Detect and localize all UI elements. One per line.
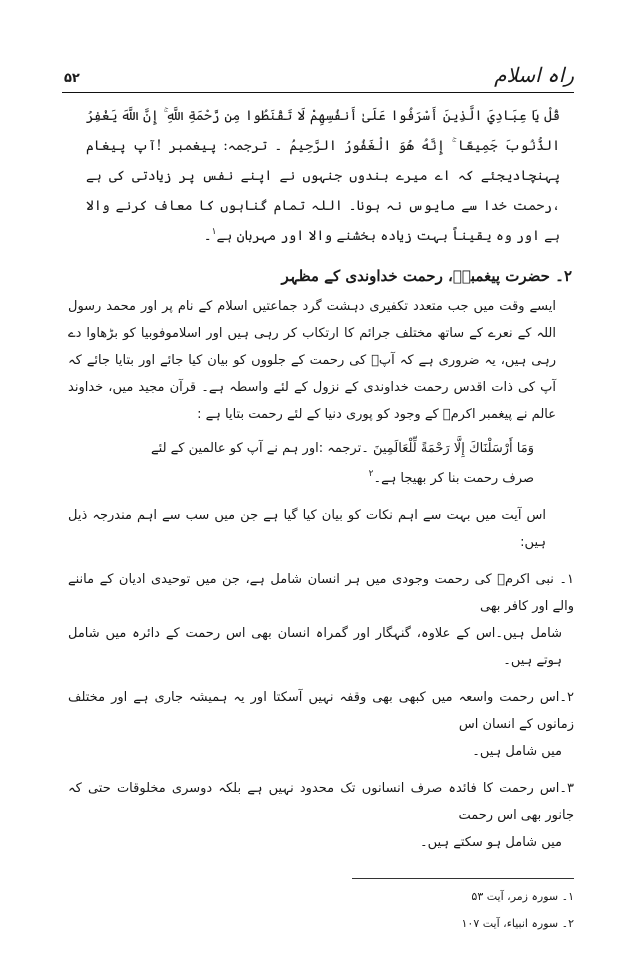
point-item-2 — [68, 684, 574, 765]
verse-translation-line-1: ۔ترجمہ :اور ہم نے آپ کو عالمین کے لئے — [151, 441, 369, 456]
footnote-1: ۱۔ سورہ زمر، آیت ۵۳ — [471, 890, 574, 903]
footnote-ref-1: ۱ — [211, 227, 217, 237]
section-heading: ۲۔ حضرت پیغمبرؐ، رحمت خداوندی کے مظہر — [281, 267, 572, 285]
page-number: ۵۲ — [64, 71, 80, 86]
point-item-1 — [68, 566, 574, 674]
quran-arabic-text: قُلْ يَا عِبَادِيَ الَّذِينَ أَسْرَفُوا عَلَىٰ أَنفُسِهِمْ لَا تَقْنَطُوا مِن رَّحْمَةِ اللَّهِ ۚ إِنَّ اللَّهَ يَغْفِرُ الذُّنُوبَ جَمِيعًا ۚ إِنَّهُ هُوَ الْغَفُورُ الرَّحِيمُ — [86, 108, 560, 154]
running-header — [62, 62, 574, 93]
section-paragraph: ایسے وقت میں جب متعدد تکفیری دہشت گرد جماعتیں اسلام کے نام پر اور محمد رسول اللہ کے نعرے کے ساتھ مختلف جرائم کا ارتکاب کر رہی ہیں اور اسلاموفوبیا کو بڑھاوا دے رہی ہیں، یہ ضروری ہے کہ آپؐ کی رحمت کے جلووں کو بیان کیا جائے اور بتایا جائے کہ آپ کی ذات اقدس رحمت خداوندی کے نزول کے لئے واسطہ ہے۔ قرآن مجید میں، خداوند عالم نے پیغمبر اکرمؐ کے وجود کو پوری دنیا کے لئے رحمت بتایا ہے : — [68, 299, 556, 422]
footnotes-container — [352, 878, 574, 937]
point-2-line-2: میں شامل ہیں۔ — [472, 744, 562, 759]
point-item-3 — [68, 775, 574, 856]
footnote-2: ۲۔ سورہ انبیاء، آیت ۱۰۷ — [461, 917, 574, 930]
sentence-end: ۔ — [203, 228, 212, 244]
point-2-line-1: ۲۔اس رحمت واسعہ میں کبھی بھی وقفہ نہیں آسکتا اور یہ ہمیشہ جاری ہے اور مختلف زمانوں کے انسان اس — [68, 690, 574, 732]
point-3-line-2: میں شامل ہو سکتے ہیں۔ — [420, 835, 562, 850]
verse-quote — [68, 434, 574, 494]
verse-arabic-text: وَمَا أَرْسَلْنَاكَ إِلَّا رَحْمَةً لِّلْعَالَمِينَ — [372, 441, 534, 456]
points-intro: اس آیت میں بہت سے اہم نکات کو بیان کیا گیا ہے جن میں سب سے اہم مندرجہ ذیل ہیں: — [68, 508, 546, 550]
footnotes-area — [62, 878, 574, 937]
point-1-line-2: شامل ہیں۔اس کے علاوہ، گنہگار اور گمراہ انسان بھی اس رحمت کے دائرہ میں شامل ہوتے ہیں۔ — [68, 626, 562, 668]
page-body — [62, 101, 574, 856]
verse-line-1 — [98, 434, 534, 464]
book-title: راہ اسلام — [494, 63, 574, 87]
footnotes — [352, 879, 574, 937]
verse-line-2 — [98, 464, 534, 494]
quran-passage — [68, 101, 574, 251]
footnote-ref-2: ۲ — [368, 469, 374, 479]
verse-translation-line-2: صرف رحمت بنا کر بھیجا ہے۔ — [373, 471, 534, 486]
point-1-line-1: ۱۔ نبی اکرمؐ کی رحمت وجودی میں ہر انسان شامل ہے، جن میں توحیدی ادیان کے ماننے والے اور کافر بھی — [68, 572, 574, 614]
point-3-line-1: ۳۔اس رحمت کا فائدہ صرف انسانوں تک محدود نہیں ہے بلکہ دوسری مخلوقات حتی کہ جانور بھی اس رحمت — [68, 781, 574, 823]
quran-translation: ۔ ترجمہ: پیغمبر !آپ پیغام پہنچادیجئے کہ اے میرے بندوں جنہوں نے اپنے نفس پر زیادتی کی ہے ،رحمت خدا سے مایوس نہ ہونا۔ اللہ تمام گناہوں کا معاف کرنے والا ہے اور وہ یقیناً بہت زیادہ بخشنے والا اور مہربان ہے — [86, 138, 560, 244]
